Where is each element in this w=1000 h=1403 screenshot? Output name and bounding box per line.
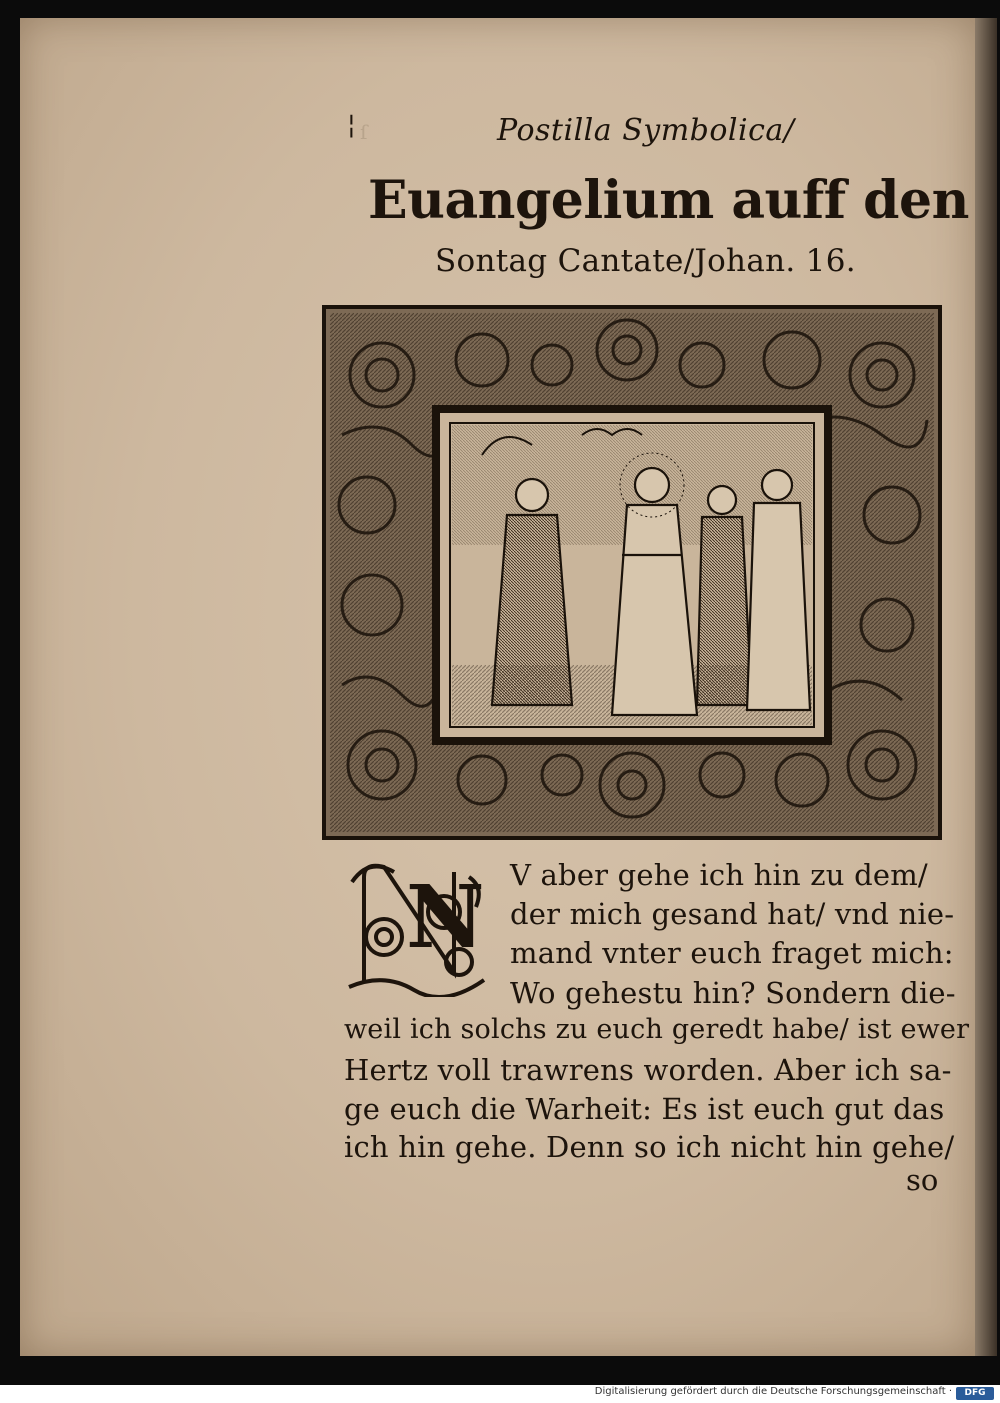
book-gutter: [975, 18, 997, 1356]
dfg-logo-icon[interactable]: DFG: [956, 1387, 994, 1400]
body-line-4: Wo gehestu hin? Sondern die-: [510, 976, 956, 1010]
body-line-6: Hertz voll trawrens worden. Aber ich sa-: [344, 1053, 952, 1087]
margin-mark: ¦: [347, 110, 356, 140]
body-line-7: ge euch die Warheit: Es ist euch gut das: [344, 1092, 945, 1126]
catchword: so: [906, 1163, 939, 1197]
body-line-3: mand vnter euch fraget mich:: [510, 936, 954, 970]
bleed-through: ſ: [360, 120, 368, 144]
body-line-5: weil ich solchs zu euch geredt habe/ ist ewer: [344, 1014, 970, 1045]
woodcut-illustration: [322, 305, 942, 840]
running-head: Postilla Symbolica/: [497, 113, 795, 148]
page-title: Euangelium auff den: [368, 170, 969, 231]
body-line-8: ich hin gehe. Denn so ich nicht hin gehe/: [344, 1130, 955, 1164]
page-subtitle: Sontag Cantate/Johan. 16.: [435, 243, 856, 279]
initial-letter: N: [406, 867, 485, 968]
body-line-2: der mich gesand hat/ vnd nie-: [510, 897, 955, 931]
footer-credit: Digitalisierung gefördert durch die Deutsche Forschungsgemeinschaft ·: [594, 1386, 952, 1397]
footer-bar: [0, 1385, 1000, 1403]
decorated-initial: [344, 852, 494, 997]
body-line-1: V aber gehe ich hin zu dem/: [510, 858, 928, 892]
